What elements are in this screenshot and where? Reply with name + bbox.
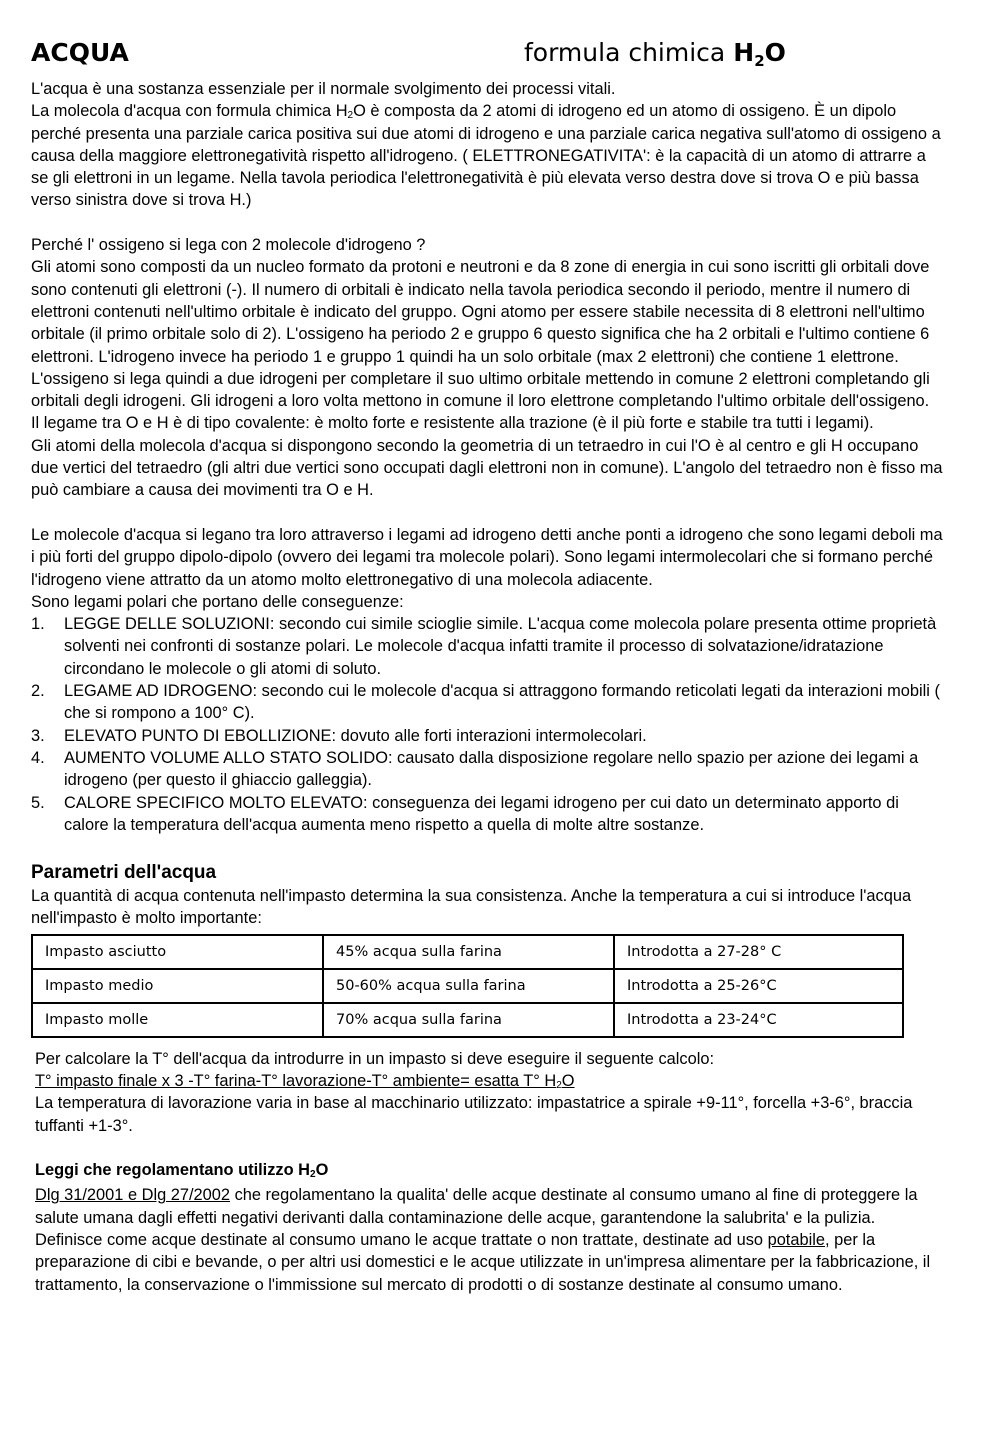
hydrogen-paragraph-2: Sono legami polari che portano delle conseguenze:	[31, 592, 404, 611]
list-item: 3. ELEVATO PUNTO DI EBOLLIZIONE: dovuto alle forti interazioni intermolecolari.	[31, 726, 647, 745]
document-page	[31, 36, 946, 1296]
table-cell: Introdotta a 25-26°C	[614, 969, 903, 1003]
intro-paragraph-2: La molecola d'acqua con formula chimica $H_2O$ è composta da 2 atomi di idrogeno ed un atomo di ossigeno. È un dipolo perché presenta una parziale carica positiva sui due atomi di idrogeno e una parziale carica negativa sull'atomo di ossigeno a causa della maggiore elettronegatività rispetto all'idrogeno. ( ELETTRONEGATIVITA': è la capacità di un atomo di attrarre a se gli elettroni in un legame. Nella tavola periodica l'elettronegatività è più elevata verso destra dove si trova O e più bassa verso sinistra dove si trova H.)	[31, 102, 941, 210]
calculation-section	[35, 1048, 946, 1296]
formula-heading	[524, 38, 786, 70]
consequences-list	[31, 613, 946, 836]
bonds-paragraph-3: Gli atomi della molecola d'acqua si dispongono secondo la geometria di un tetraedro in cui l'O è al centro e gli H occupano due vertici del tetraedro (gli altri due vertici sono occupati dagli elettroni non in comune). L'angolo del tetraedro non è fisso ma può cambiare a causa dei movimenti tra O e H.	[31, 436, 943, 500]
table-cell: Impasto medio	[32, 969, 323, 1003]
law-reference-link[interactable]: Dlg 31/2001 e Dlg 27/2002	[35, 1186, 231, 1205]
title-row	[31, 36, 946, 78]
laws-heading: Leggi che regolamentano utilizzo $H_2O$	[35, 1161, 329, 1181]
formula-label: formula chimica	[524, 38, 726, 67]
table-cell: 45% acqua sulla farina	[323, 935, 614, 969]
table-cell: Impasto asciutto	[32, 935, 323, 969]
dough-table	[31, 934, 904, 1038]
bonds-paragraph-1: Gli atomi sono composti da un nucleo formato da protoni e neutroni e da 8 zone di energia in cui sono iscritti gli orbitali dove sono contenuti gli elettroni (-). Il numero di orbitali è indicato nella tavola periodica secondo il periodo, mentre il numero di elettroni contenuti nell'ultimo orbitale è indicato del gruppo. Ogni atomo per essere stabile necessita di 8 elettroni nell'ultimo orbitale (il primo orbitale solo di 2). L'ossigeno ha periodo 2 e gruppo 6 questo significa che ha 2 orbitali e l'ultimo contiene 6 elettroni. L'idrogeno invece ha periodo 1 e gruppo 1 quindi ha un solo orbitale (max 2 elettroni) che contiene 1 elettrone. L'ossigeno si lega quindi a due idrogeni per completare il suo ultimo orbitale mettendo in comune 2 elettroni completando gli orbitali degli idrogeni. Gli idrogeni a loro volta mettono in comune il loro elettrone completando l'ultimo orbitale dell'ossigeno.	[31, 258, 930, 411]
formula-h2o: $H_2O$	[733, 38, 786, 70]
list-item: 5. CALORE SPECIFICO MOLTO ELEVATO: conseguenza dei legami idrogeno per cui dato un determinato apporto di calore la temperatura dell'acqua aumenta meno rispetto a quella di molte altre sostanze.	[31, 793, 899, 834]
params-heading: Parametri dell'acqua	[31, 862, 217, 884]
params-intro: La quantità di acqua contenuta nell'impasto determina la sua consistenza. Anche la temperatura a cui si introduce l'acqua nell'impasto è molto importante:	[31, 887, 912, 928]
list-item: 1. LEGGE DELLE SOLUZIONI: secondo cui simile scioglie simile. L'acqua come molecola polare presenta ottime proprietà solventi nei confronti di sostanze polari. Le molecole d'acqua infatti tramite il processo di solvatazione/idratazione circondano le molecole o gli atomi di soluto.	[31, 615, 937, 678]
page-title: ACQUA	[31, 38, 129, 67]
table-cell: Introdotta a 27-28° C	[614, 935, 903, 969]
table-cell: Impasto molle	[32, 1003, 323, 1037]
table-row	[32, 1003, 903, 1037]
hydrogen-paragraph-1: Le molecole d'acqua si legano tra loro attraverso i legami ad idrogeno detti anche ponti a idrogeno che sono legami deboli ma i più forti del gruppo dipolo-dipolo (ovvero dei legami tra molecole polari). Sono legami intermolecolari che si formano perché l'idrogeno viene attratto da un atomo molto elettronegativo di una molecola adiacente.	[31, 525, 943, 589]
potabile-link[interactable]: potabile	[767, 1231, 825, 1250]
bonds-paragraph-2: Il legame tra O e H è di tipo covalente: è molto forte e resistente alla trazione (è il più forte e stabile tra tutti i legami).	[31, 414, 874, 433]
table-cell: Introdotta a 23-24°C	[614, 1003, 903, 1037]
calc-intro: Per calcolare la T° dell'acqua da introdurre in un impasto si deve eseguire il seguente calcolo:	[35, 1049, 715, 1068]
table-row	[32, 935, 903, 969]
list-item: 2. LEGAME AD IDROGENO: secondo cui le molecole d'acqua si attraggono formando reticolati legati da interazioni mobili ( che si rompono a 100° C).	[31, 682, 940, 723]
list-item: 4. AUMENTO VOLUME ALLO STATO SOLIDO: causato dalla disposizione regolare nello spazio per azione dei legami a idrogeno (per questo il ghiaccio galleggia).	[31, 748, 919, 790]
table-row	[32, 969, 903, 1003]
intro-paragraph-1: L'acqua è una sostanza essenziale per il normale svolgimento dei processi vitali.	[31, 80, 616, 98]
bonds-question: Perché l' ossigeno si lega con 2 molecole d'idrogeno ?	[31, 236, 426, 255]
laws-paragraph: Dlg 31/2001 e Dlg 27/2002 che regolamentano la qualita' delle acque destinate al consumo umano al fine di proteggere la salute umana dagli effetti negativi derivanti dalla contaminazione delle acque, garantendone la salubrita' e la pulizia. Definisce come acque destinate al consumo umano le acque trattate o non trattate, destinate ad uso potabile, per la preparazione di cibi e bevande, o per altri usi domestici e le acque utilizzate in un'impresa alimentare per la fabbricazione, il trattamento, la conservazione o l'immissione sul mercato di prodotti o di sostanze destinate al consumo umano.	[35, 1186, 931, 1294]
table-cell: 70% acqua sulla farina	[323, 1003, 614, 1037]
table-cell: 50-60% acqua sulla farina	[323, 969, 614, 1003]
calc-formula: T° impasto finale x 3 -T° farina-T° lavorazione-T° ambiente= esatta T° $H_2O$	[35, 1071, 575, 1091]
work-temperature: La temperatura di lavorazione varia in base al macchinario utilizzato: impastatrice a spirale +9-11°, forcella +3-6°, braccia tuffanti +1-3°.	[35, 1094, 913, 1135]
